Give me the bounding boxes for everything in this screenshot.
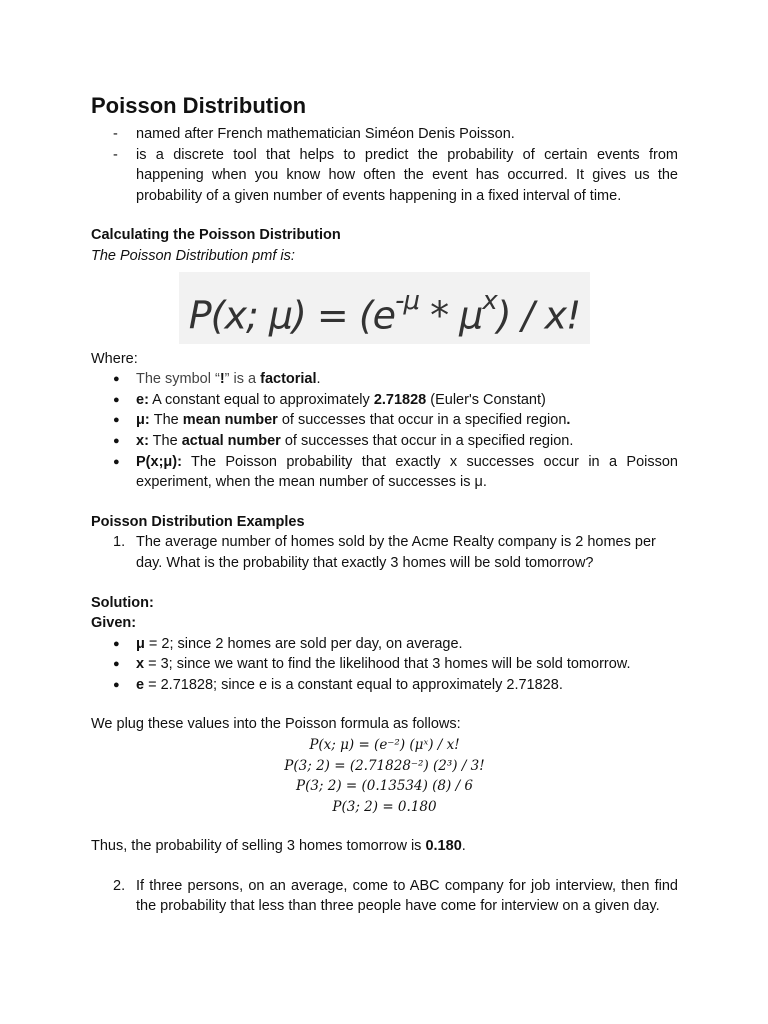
example-list	[91, 532, 678, 573]
examples-heading: Poisson Distribution Examples	[91, 513, 305, 530]
formula-part: * μ	[419, 293, 483, 338]
given-item: ● e = 2.71828; since e is a constant equal to approximately 2.71828.	[91, 675, 678, 696]
where-item: ● The symbol “!” is a factorial.	[91, 369, 678, 390]
given-list	[91, 634, 678, 696]
plug-text: We plug these values into the Poisson formula as follows:	[91, 716, 461, 733]
example-item: 2. If three persons, on an average, come to ABC company for job interview, then find the probability that less than three people have come for interview on a given day.	[113, 877, 678, 915]
example-item: 1. The average number of homes sold by the Acme Realty company is 2 homes per day. What is the probability that exactly 3 homes will be sold tomorrow?	[113, 534, 656, 571]
math-line: P(3; 2) = (0.13534) (8) / 6	[295, 778, 474, 795]
math-line: P(3; 2) = 0.180	[332, 798, 437, 815]
example-list-2	[91, 876, 678, 917]
where-label: Where:	[91, 350, 138, 367]
given-label: Given:	[91, 615, 137, 632]
formula-part: P(x; μ) = (e	[188, 293, 396, 338]
math-line: P(3; 2) = (2.71828⁻²) (2³) / 3!	[284, 757, 485, 774]
intro-item: - is a discrete tool that helps to predict the probability of certain events from happening when you know how often the event has occurred. It gives us the probability of a given number of events happening in a fixed interval of time.	[91, 145, 678, 207]
where-list	[91, 369, 678, 493]
solution-label: Solution:	[91, 594, 154, 611]
document-content	[91, 92, 678, 917]
where-item: ● P(x;μ): The Poisson probability that exactly x successes occur in a Poisson experiment, when the mean number of successes is μ.	[91, 452, 678, 493]
given-item: ● x = 3; since we want to find the likelihood that 3 homes will be sold tomorrow.	[91, 654, 678, 675]
formula-exponent: x	[482, 285, 497, 316]
where-item: ● μ: The mean number of successes that occur in a specified region.	[91, 410, 678, 431]
result-text: Thus, the probability of selling 3 homes tomorrow is 0.180.	[91, 838, 466, 855]
formula-exponent: -μ	[395, 285, 419, 316]
intro-list	[91, 124, 678, 206]
intro-item: - named after French mathematician Siméon Denis Poisson.	[91, 124, 678, 145]
page-title: Poisson Distribution	[91, 93, 307, 118]
math-line: P(x; μ) = (e⁻²) (μˣ) / x!	[309, 737, 460, 754]
formula-part: ) / x!	[496, 293, 581, 338]
where-item: ● e: A constant equal to approximately 2.71828 (Euler's Constant)	[91, 390, 678, 411]
pmf-formula-wrap	[91, 272, 678, 344]
where-item: ● x: The actual number of successes that occur in a specified region.	[91, 431, 678, 452]
pmf-label: The Poisson Distribution pmf is:	[91, 247, 295, 264]
calc-heading: Calculating the Poisson Distribution	[91, 227, 341, 244]
pmf-formula-image	[179, 272, 591, 344]
given-item: ● μ = 2; since 2 homes are sold per day, on average.	[91, 634, 678, 655]
